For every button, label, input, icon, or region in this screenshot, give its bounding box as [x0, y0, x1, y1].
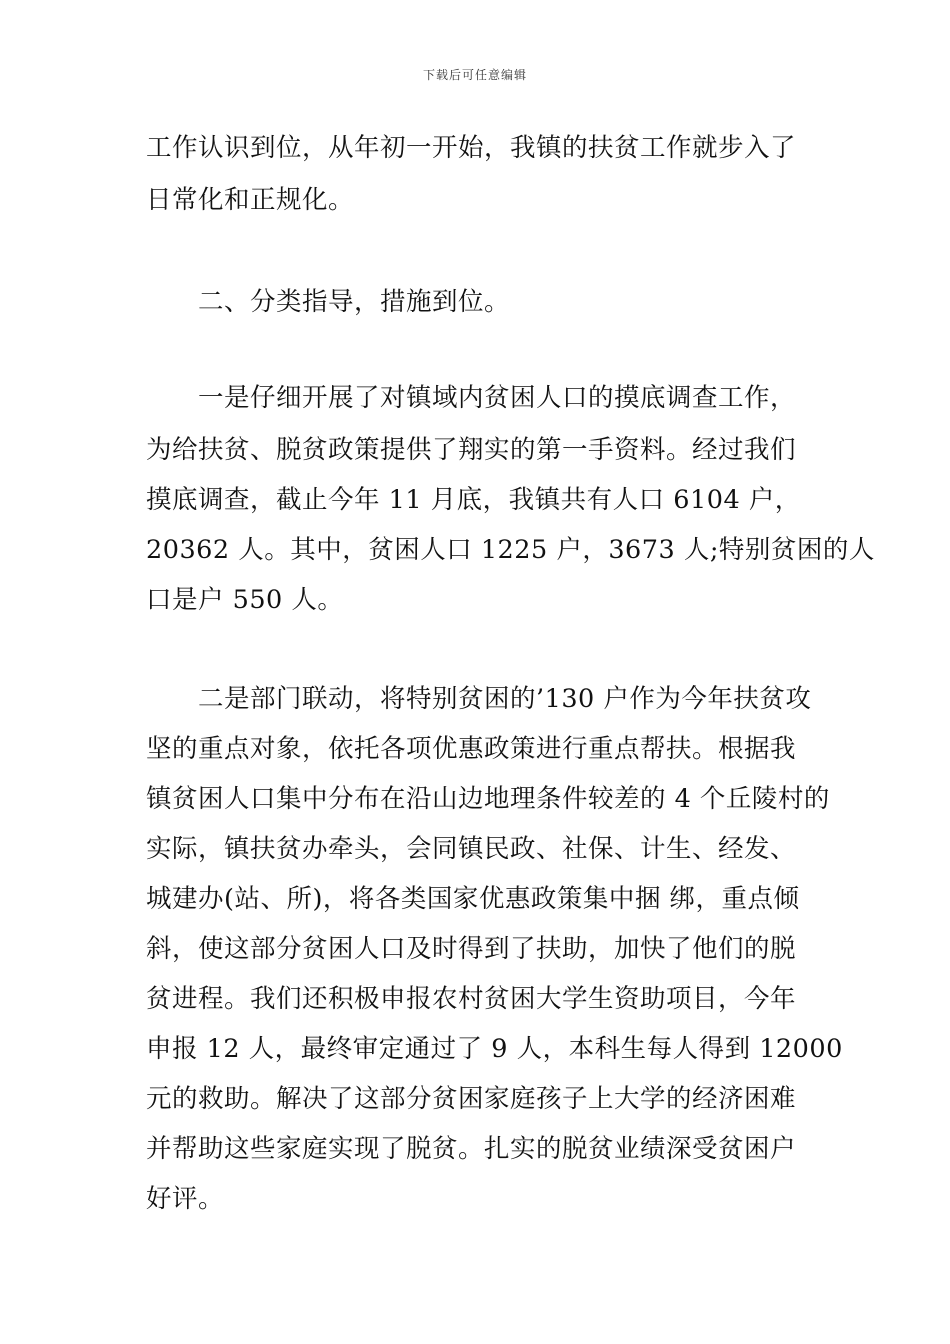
- text-line: 为给扶贫、脱贫政策提供了翔实的第一手资料。经过我们: [146, 435, 797, 465]
- text-line: 实际，镇扶贫办牵头，会同镇民政、社保、计生、经发、: [146, 834, 797, 864]
- text-line: 20362 人。其中，贫困人口 1225 户，3673 人;特别贫困的人: [146, 535, 875, 565]
- text-line: 好评。: [146, 1184, 225, 1214]
- text-line: 二是部门联动，将特别贫困的’130 户作为今年扶贫攻: [198, 684, 812, 714]
- text-line: 工作认识到位，从年初一开始，我镇的扶贫工作就步入了: [146, 133, 797, 163]
- text-line: 城建办(站、所)，将各类国家优惠政策集中捆 绑，重点倾: [146, 884, 800, 914]
- text-line: 坚的重点对象，依托各项优惠政策进行重点帮扶。根据我: [146, 734, 797, 764]
- text-line: 申报 12 人，最终审定通过了 9 人，本科生每人得到 12000: [146, 1034, 843, 1064]
- header-note: 下载后可任意编辑: [422, 68, 527, 82]
- text-line: 口是户 550 人。: [146, 585, 344, 615]
- text-line: 元的救助。解决了这部分贫困家庭孩子上大学的经济困难: [146, 1084, 797, 1114]
- text-line: 镇贫困人口集中分布在沿山边地理条件较差的 4 个丘陵村的: [146, 784, 830, 814]
- text-line: 日常化和正规化。: [146, 185, 355, 215]
- text-line: 并帮助这些家庭实现了脱贫。扎实的脱贫业绩深受贫困户: [146, 1134, 797, 1164]
- section-heading: 二、分类指导，措施到位。: [198, 287, 511, 317]
- text-line: 摸底调查，截止今年 11 月底，我镇共有人口 6104 户，: [146, 485, 801, 515]
- text-line: 一是仔细开展了对镇域内贫困人口的摸底调查工作，: [198, 383, 797, 413]
- text-line: 贫进程。我们还积极申报农村贫困大学生资助项目，今年: [146, 984, 797, 1014]
- text-line: 斜，使这部分贫困人口及时得到了扶助，加快了他们的脱: [146, 934, 797, 964]
